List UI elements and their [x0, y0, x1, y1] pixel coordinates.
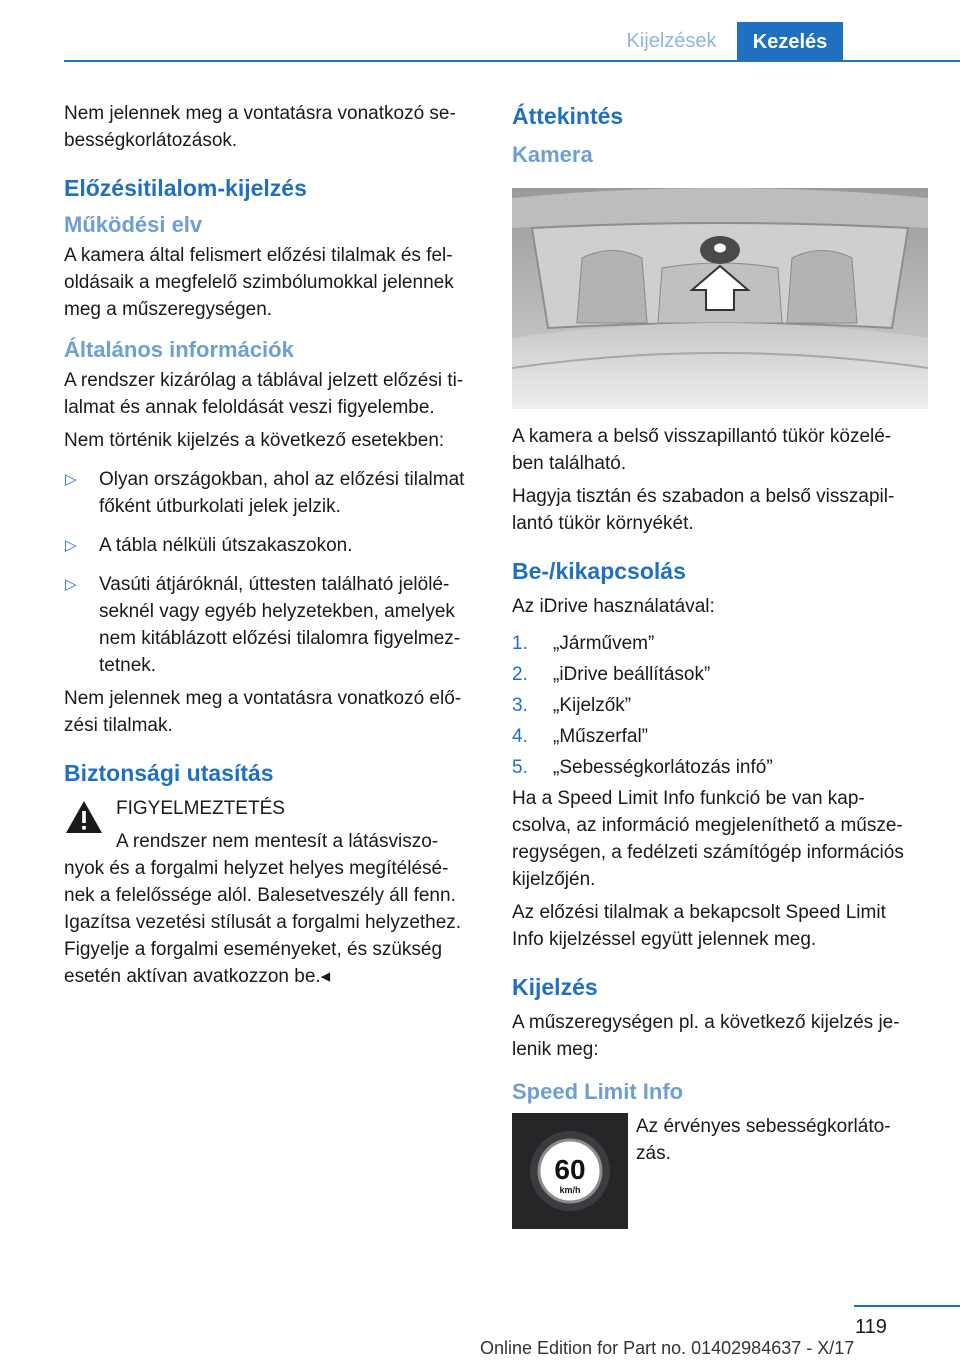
display-paragraph: A műszeregységen pl. a következő kijelzés je- lenik meg:	[512, 1012, 900, 1060]
info-paragraph-1: Ha a Speed Limit Info funkció be van kap- csolva, az információ megjeleníthető a műsze- regységen, a fedélzeti számítógép információs kijelzőjén.	[512, 788, 904, 890]
section-heading-display: Kijelzés	[512, 974, 598, 1000]
footer-rule	[854, 1305, 960, 1307]
tab-kezeles[interactable]: Kezelés	[737, 22, 843, 62]
onoff-paragraph: Az iDrive használatával:	[512, 596, 715, 617]
camera-paragraph-1: A kamera a belső visszapillantó tükör közelé- ben található.	[512, 426, 892, 474]
subheading-camera: Kamera	[512, 142, 593, 167]
tab-kijelzesek[interactable]: Kijelzések	[626, 30, 717, 52]
general-paragraph-2: Nem történik kijelzés a következő esetekben:	[64, 430, 445, 451]
svg-text:km/h: km/h	[559, 1185, 581, 1195]
bullet-triangle-icon: ▷	[65, 471, 77, 488]
svg-text:60: 60	[554, 1154, 586, 1185]
section-heading-overview: Áttekintés	[512, 103, 624, 129]
section-heading-overtaking: Előzésitilalom-kijelzés	[64, 175, 307, 201]
idrive-steps	[512, 630, 928, 781]
warning-block	[64, 795, 480, 990]
speed-sign-icon	[512, 1113, 628, 1229]
warning-triangle-icon	[64, 799, 104, 835]
camera-location-illustration	[512, 188, 928, 409]
list-item: ▷ Vasúti átjáróknál, úttesten található jelölé- seknél vagy egyéb helyzetekben, amelyek nem kitáblázott előzési tilalomra figyelmez- tetnek.	[64, 571, 480, 679]
speed-limit-display-image	[512, 1113, 628, 1229]
subheading-speed-limit-info: Speed Limit Info	[512, 1079, 684, 1104]
speed-limit-description: Az érvényes sebességkorláto- zás.	[636, 1116, 891, 1164]
list-item: 2. „iDrive beállítások”	[512, 664, 711, 685]
warning-title: FIGYELMEZTETÉS	[116, 798, 285, 819]
bullet-triangle-icon: ▷	[65, 576, 77, 593]
principle-paragraph: A kamera által felismert előzési tilalmak és fel- oldásaik a megfelelő szimbólumokkal jelennek meg a műszeregységen.	[64, 245, 454, 320]
subheading-general: Általános információk	[64, 337, 294, 362]
towing-paragraph: Nem jelennek meg a vontatásra vonatkozó elő- zési tilalmak.	[64, 688, 462, 736]
intro-paragraph: Nem jelennek meg a vontatásra vonatkozó se- bességkorlátozások.	[64, 103, 456, 151]
warning-text: nyok és a forgalmi helyzet helyes megítélésé- nek a felelőssége alól. Balesetveszély áll fenn. Igazítsa vezetési stílusát a forgalmi helyzethez. Figyelje a forgalmi eseményeket, és szükség esetén aktívan avatkozzon be.◂	[64, 858, 462, 987]
list-item: ▷ Olyan országokban, ahol az előzési tilalmat főként útburkolati jelek jelzik.	[64, 466, 480, 520]
list-item: ▷ A tábla nélküli útszakaszokon.	[64, 532, 480, 559]
general-paragraph-1: A rendszer kizárólag a táblával jelzett előzési ti- lalmat és annak feloldását veszi figyelembe.	[64, 370, 464, 418]
warning-first-line: A rendszer nem mentesít a látásviszo-	[116, 831, 439, 852]
bullet-triangle-icon: ▷	[65, 537, 77, 554]
list-item: 5. „Sebességkorlátozás infó”	[512, 757, 773, 778]
speed-limit-figure	[512, 1113, 928, 1243]
left-column	[64, 100, 480, 990]
list-item: 3. „Kijelzők”	[512, 695, 632, 716]
list-item: 4. „Műszerfal”	[512, 726, 649, 747]
page-number: 119	[855, 1316, 887, 1338]
section-heading-onoff: Be-/kikapcsolás	[512, 558, 686, 584]
camera-paragraph-2: Hagyja tisztán és szabadon a belső visszapil- lantó tükör környékét.	[512, 486, 895, 534]
edition-label: Online Edition for Part no. 01402984637 - X/17	[480, 1338, 855, 1358]
list-item: 1. „Járművem”	[512, 633, 655, 654]
exceptions-list	[64, 466, 480, 679]
info-paragraph-2: Az előzési tilalmak a bekapcsolt Speed Limit Info kijelzéssel együtt jelennek meg.	[512, 902, 886, 950]
right-column	[512, 100, 928, 1243]
subheading-principle: Működési elv	[64, 212, 203, 237]
section-heading-safety: Biztonsági utasítás	[64, 760, 274, 786]
